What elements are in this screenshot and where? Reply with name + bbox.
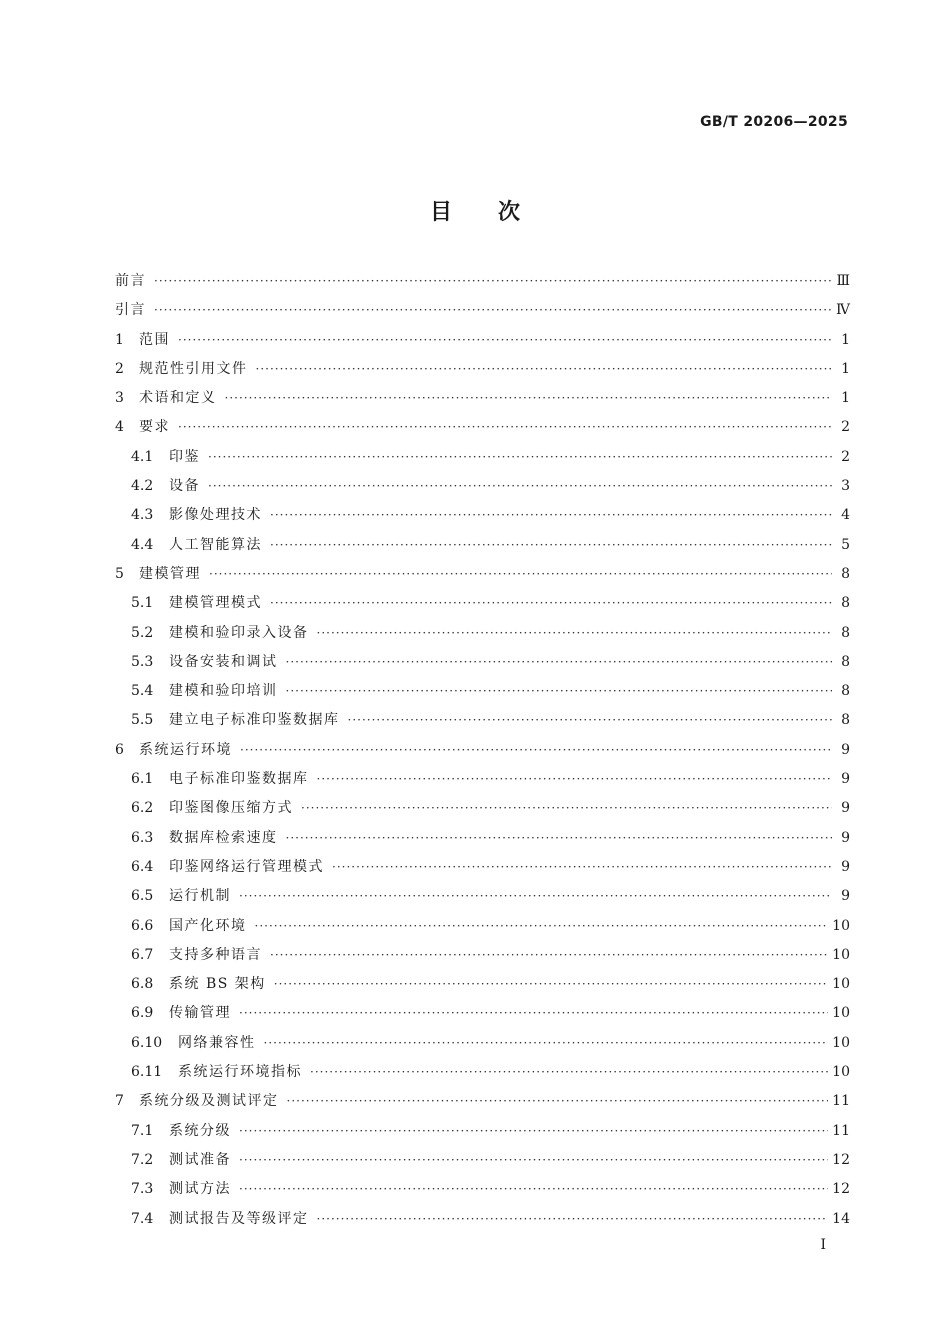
toc-entry-number: 4.2 xyxy=(131,478,154,495)
toc-entry-label: 建立电子标准印鉴数据库 xyxy=(169,712,340,729)
toc-entry[interactable] xyxy=(115,885,850,914)
toc-entry-number: 6.3 xyxy=(131,829,154,846)
toc-entry-page: 1 xyxy=(841,390,850,407)
dot-leader xyxy=(225,391,833,405)
toc-entry-label: 运行机制 xyxy=(169,888,231,905)
toc-entry-label: 系统分级 xyxy=(169,1122,231,1139)
toc-entry-page: 9 xyxy=(841,858,850,875)
footer-page-number: I xyxy=(820,1237,826,1253)
toc-entry[interactable] xyxy=(115,1002,850,1031)
toc-entry-number: 1 xyxy=(115,331,124,348)
toc-entry-label: 人工智能算法 xyxy=(169,536,262,553)
dot-leader xyxy=(287,1094,829,1108)
toc-entry[interactable] xyxy=(115,504,850,533)
dot-leader xyxy=(270,596,832,610)
dot-leader xyxy=(286,684,833,698)
toc-entry-number: 7 xyxy=(115,1093,124,1110)
toc-entry[interactable] xyxy=(115,739,850,768)
toc-entry[interactable] xyxy=(115,416,850,445)
dot-leader xyxy=(239,1182,828,1196)
toc-entry-number: 4.4 xyxy=(131,536,154,553)
dot-leader xyxy=(270,948,828,962)
toc-entry-page: Ⅳ xyxy=(836,302,850,319)
toc-entry-page: Ⅲ xyxy=(836,273,850,289)
toc-entry[interactable] xyxy=(115,1090,850,1119)
dot-leader xyxy=(209,567,832,581)
toc-entry-number: 6 xyxy=(115,741,124,758)
toc-entry[interactable] xyxy=(115,563,850,592)
dot-leader xyxy=(208,450,832,464)
toc-entry-label: 电子标准印鉴数据库 xyxy=(169,771,309,788)
toc-entry[interactable] xyxy=(115,622,850,651)
toc-entry[interactable] xyxy=(115,475,850,504)
toc-entry-page: 12 xyxy=(832,1151,850,1168)
toc-entry[interactable] xyxy=(115,446,850,475)
toc-entry-label: 测试方法 xyxy=(169,1181,231,1198)
toc-entry-number: 5.4 xyxy=(131,683,154,700)
toc-entry-number: 6.11 xyxy=(131,1064,163,1081)
dot-leader xyxy=(332,860,832,874)
toc-entry-number: 5.3 xyxy=(131,653,154,670)
toc-entry-number: 7.2 xyxy=(131,1151,154,1168)
toc-entry-label: 引言 xyxy=(115,302,146,319)
dot-leader xyxy=(317,626,833,640)
toc-entry-number: 6.1 xyxy=(131,771,154,788)
toc-entry[interactable] xyxy=(115,797,850,826)
toc-entry-number: 5.5 xyxy=(131,712,154,729)
dot-leader xyxy=(208,479,832,493)
toc-entry-page: 11 xyxy=(832,1093,850,1110)
toc-entry[interactable] xyxy=(115,1178,850,1207)
dot-leader xyxy=(317,1212,829,1226)
toc-entry-page: 12 xyxy=(832,1181,850,1198)
toc-entry-label: 建模管理模式 xyxy=(169,595,262,612)
dot-leader xyxy=(178,420,832,434)
toc-title-part2: 次 xyxy=(498,200,521,225)
toc-entry-page: 9 xyxy=(841,741,850,758)
toc-entry-number: 6.6 xyxy=(131,917,154,934)
toc-entry-label: 测试准备 xyxy=(169,1151,231,1168)
table-of-contents xyxy=(115,270,850,1237)
dot-leader xyxy=(286,831,833,845)
toc-entry-number: 5.1 xyxy=(131,595,154,612)
toc-entry-page: 10 xyxy=(832,917,850,934)
toc-entry[interactable] xyxy=(115,299,850,328)
toc-entry[interactable] xyxy=(115,270,850,299)
dot-leader xyxy=(270,508,832,522)
toc-entry[interactable] xyxy=(115,915,850,944)
dot-leader xyxy=(310,1065,828,1079)
toc-entry[interactable] xyxy=(115,592,850,621)
toc-entry-label: 数据库检索速度 xyxy=(169,829,278,846)
toc-entry-page: 3 xyxy=(841,478,850,495)
dot-leader xyxy=(239,1153,828,1167)
toc-entry[interactable] xyxy=(115,973,850,1002)
dot-leader xyxy=(301,801,832,815)
toc-entry-page: 4 xyxy=(841,507,850,524)
toc-entry-number: 6.2 xyxy=(131,800,154,817)
toc-entry[interactable] xyxy=(115,680,850,709)
toc-entry-label: 要求 xyxy=(139,419,170,436)
standard-number: GB/T 20206—2025 xyxy=(700,114,848,130)
toc-entry[interactable] xyxy=(115,329,850,358)
toc-entry-label: 系统 BS 架构 xyxy=(169,976,266,993)
toc-entry-page: 8 xyxy=(841,595,850,612)
toc-entry-label: 测试报告及等级评定 xyxy=(169,1210,309,1227)
toc-entry[interactable] xyxy=(115,1032,850,1061)
dot-leader xyxy=(239,889,832,903)
dot-leader xyxy=(286,655,833,669)
toc-entry-label: 术语和定义 xyxy=(139,390,217,407)
toc-entry[interactable] xyxy=(115,1061,850,1090)
toc-entry[interactable] xyxy=(115,387,850,416)
toc-entry-page: 10 xyxy=(832,1064,850,1081)
toc-entry-label: 影像处理技术 xyxy=(169,507,262,524)
toc-entry[interactable] xyxy=(115,651,850,680)
toc-entry-label: 支持多种语言 xyxy=(169,946,262,963)
toc-entry[interactable] xyxy=(115,827,850,856)
toc-entry-page: 11 xyxy=(832,1122,850,1139)
toc-entry-number: 6.7 xyxy=(131,946,154,963)
toc-entry-page: 8 xyxy=(841,624,850,641)
dot-leader xyxy=(239,1124,828,1138)
toc-entry-page: 9 xyxy=(841,829,850,846)
toc-entry-page: 10 xyxy=(832,976,850,993)
toc-entry-page: 9 xyxy=(841,888,850,905)
toc-entry-label: 国产化环境 xyxy=(169,917,247,934)
toc-entry-page: 8 xyxy=(841,683,850,700)
dot-leader xyxy=(255,919,829,933)
toc-entry-label: 印鉴网络运行管理模式 xyxy=(169,858,324,875)
toc-title-part1: 目 xyxy=(429,200,452,225)
dot-leader xyxy=(154,303,832,317)
dot-leader xyxy=(270,538,832,552)
toc-entry-label: 规范性引用文件 xyxy=(139,360,248,377)
toc-entry-number: 3 xyxy=(115,390,124,407)
toc-entry-label: 前言 xyxy=(115,273,146,289)
toc-entry[interactable] xyxy=(115,358,850,387)
toc-title xyxy=(0,195,950,226)
toc-entry-label: 系统运行环境 xyxy=(139,741,232,758)
toc-entry[interactable] xyxy=(115,1120,850,1149)
toc-entry-label: 建模和验印培训 xyxy=(169,683,278,700)
toc-entry-label: 系统运行环境指标 xyxy=(178,1064,302,1081)
toc-entry-number: 6.10 xyxy=(131,1034,163,1051)
toc-entry-page: 2 xyxy=(841,419,850,436)
toc-entry-page: 1 xyxy=(841,331,850,348)
toc-entry[interactable] xyxy=(115,768,850,797)
toc-entry-number: 5.2 xyxy=(131,624,154,641)
toc-entry-page: 10 xyxy=(832,1005,850,1022)
dot-leader xyxy=(240,743,832,757)
toc-entry-number: 6.5 xyxy=(131,888,154,905)
toc-entry-page: 1 xyxy=(841,360,850,377)
toc-entry-page: 5 xyxy=(841,536,850,553)
toc-entry[interactable] xyxy=(115,1149,850,1178)
toc-entry-number: 7.1 xyxy=(131,1122,154,1139)
toc-entry-label: 传输管理 xyxy=(169,1005,231,1022)
toc-entry-page: 2 xyxy=(841,448,850,465)
toc-entry[interactable] xyxy=(115,534,850,563)
toc-entry-number: 4.3 xyxy=(131,507,154,524)
dot-leader xyxy=(264,1036,829,1050)
dot-leader xyxy=(274,977,828,991)
toc-entry-label: 建模管理 xyxy=(139,565,201,582)
toc-entry[interactable] xyxy=(115,709,850,738)
toc-entry-label: 系统分级及测试评定 xyxy=(139,1093,279,1110)
dot-leader xyxy=(178,333,832,347)
toc-entry-page: 9 xyxy=(841,800,850,817)
toc-entry-number: 7.3 xyxy=(131,1181,154,1198)
toc-entry-label: 设备安装和调试 xyxy=(169,653,278,670)
dot-leader xyxy=(239,1006,828,1020)
toc-entry-page: 9 xyxy=(841,771,850,788)
toc-entry-page: 10 xyxy=(832,1034,850,1051)
toc-entry-page: 14 xyxy=(832,1210,850,1227)
toc-entry[interactable] xyxy=(115,1208,850,1237)
toc-entry-number: 4 xyxy=(115,419,124,436)
toc-entry-label: 范围 xyxy=(139,331,170,348)
toc-entry-label: 网络兼容性 xyxy=(178,1034,256,1051)
toc-entry-number: 5 xyxy=(115,565,124,582)
toc-entry-number: 4.1 xyxy=(131,448,154,465)
toc-entry-number: 2 xyxy=(115,360,124,377)
toc-entry-number: 6.4 xyxy=(131,858,154,875)
toc-entry-number: 7.4 xyxy=(131,1210,154,1227)
toc-entry-page: 8 xyxy=(841,653,850,670)
toc-entry-page: 10 xyxy=(832,946,850,963)
toc-entry-number: 6.8 xyxy=(131,976,154,993)
toc-entry[interactable] xyxy=(115,856,850,885)
toc-entry-label: 印鉴 xyxy=(169,448,200,465)
toc-entry-label: 建模和验印录入设备 xyxy=(169,624,309,641)
toc-entry-label: 设备 xyxy=(169,478,200,495)
toc-entry[interactable] xyxy=(115,944,850,973)
toc-entry-number: 6.9 xyxy=(131,1005,154,1022)
toc-entry-page: 8 xyxy=(841,565,850,582)
dot-leader xyxy=(348,713,833,727)
toc-entry-page: 8 xyxy=(841,712,850,729)
dot-leader xyxy=(317,772,833,786)
dot-leader xyxy=(154,274,832,288)
dot-leader xyxy=(256,362,833,376)
toc-entry-label: 印鉴图像压缩方式 xyxy=(169,800,293,817)
